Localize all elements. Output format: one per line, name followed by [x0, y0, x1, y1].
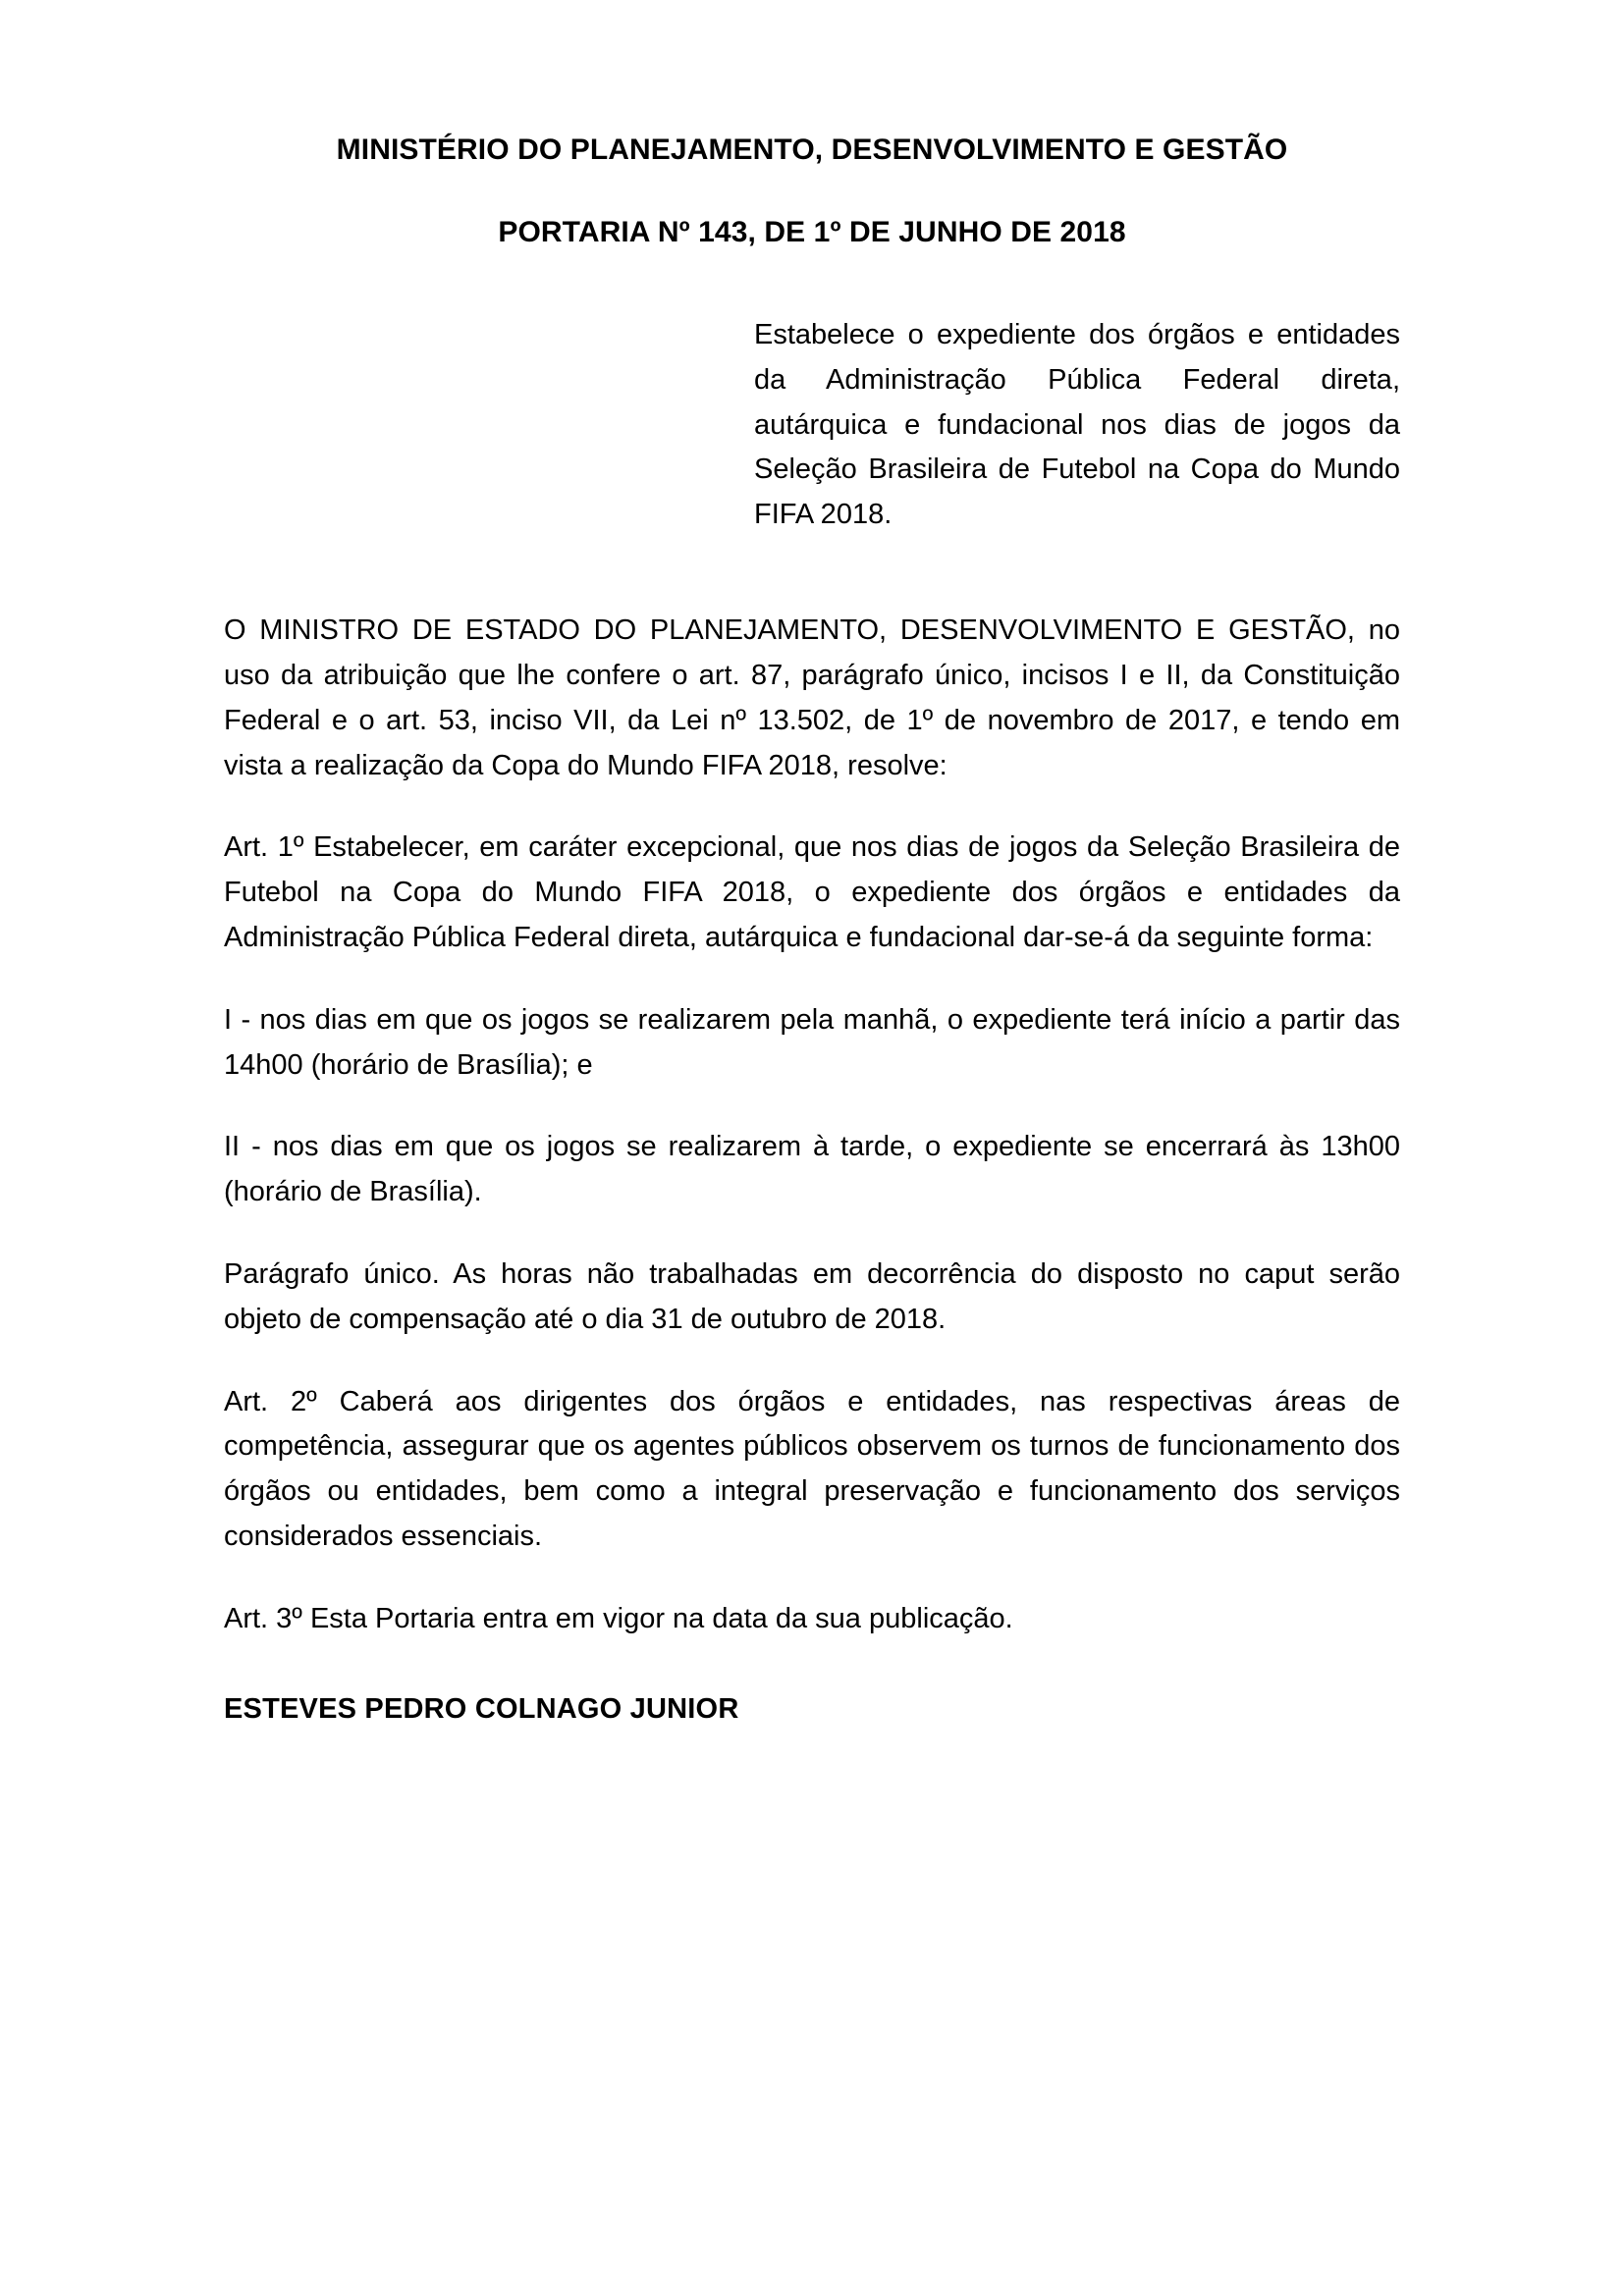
ementa-summary: Estabelece o expediente dos órgãos e entidades da Administração Pública Federal direta, autárquica e fundacional nos dias de jogos da Seleção Brasileira de Futebol na Copa do Mundo FIFA 2018. [754, 319, 1400, 531]
article-1-paragraph: Art. 1º Estabelecer, em caráter excepcional, que nos dias de jogos da Seleção Brasileira de Futebol na Copa do Mundo FIFA 2018, o expediente dos órgãos e entidades da Administração Pública Federal direta, autárquica e fundacional dar-se-á da seguinte forma: [224, 831, 1400, 953]
article-2-paragraph: Art. 2º Caberá aos dirigentes dos órgãos e entidades, nas respectivas áreas de competência, assegurar que os agentes públicos observem os turnos de funcionamento dos órgãos ou entidades, bem como a integral preservação e funcionamento dos serviços considerados essenciais. [224, 1385, 1400, 1553]
signatory-name: ESTEVES PEDRO COLNAGO JUNIOR [224, 1692, 739, 1725]
document-content [224, 0, 1400, 1729]
inciso-2-paragraph: II - nos dias em que os jogos se realizarem à tarde, o expediente se encerrará às 13h00 (horário de Brasília). [224, 1131, 1400, 1208]
document-body [224, 609, 1400, 1729]
paragrafo-unico-paragraph: Parágrafo único. As horas não trabalhadas em decorrência do disposto no caput serão objeto de compensação até o dia 31 de outubro de 2018. [224, 1258, 1400, 1335]
portaria-heading: PORTARIA Nº 143, DE 1º DE JUNHO DE 2018 [498, 216, 1126, 248]
inciso-1-paragraph: I - nos dias em que os jogos se realizarem pela manhã, o expediente terá início a partir das 14h00 (horário de Brasília); e [224, 1003, 1400, 1081]
article-3-paragraph: Art. 3º Esta Portaria entra em vigor na data da sua publicação. [224, 1602, 1013, 1634]
ministry-heading: MINISTÉRIO DO PLANEJAMENTO, DESENVOLVIMENTO E GESTÃO [336, 133, 1288, 166]
preamble-paragraph: O MINISTRO DE ESTADO DO PLANEJAMENTO, DESENVOLVIMENTO E GESTÃO, no uso da atribuição que lhe confere o art. 87, parágrafo único, incisos I e II, da Constituição Federal e o art. 53, inciso VII, da Lei nº 13.502, de 1º de novembro de 2017, e tendo em vista a realização da Copa do Mundo FIFA 2018, resolve: [224, 614, 1400, 781]
